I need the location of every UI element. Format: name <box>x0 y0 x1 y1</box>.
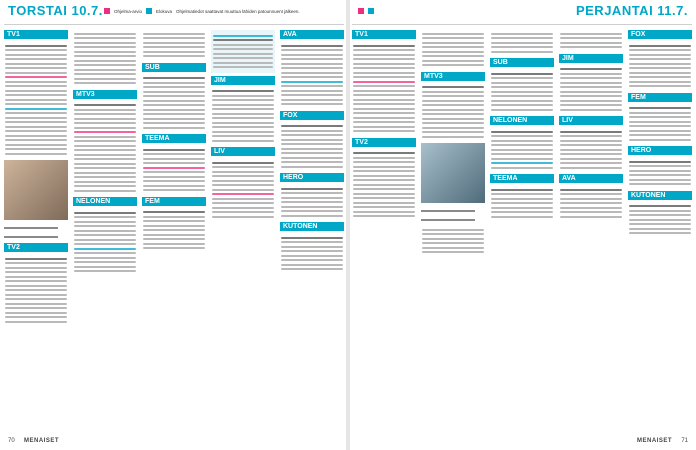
channel-header-kutonen: KUTONEN <box>280 222 344 231</box>
left-col-3 <box>142 30 206 430</box>
promo-photo <box>421 143 485 203</box>
channel-header-tv2: TV2 <box>352 138 416 147</box>
channel-header-ava: AVA <box>559 174 623 183</box>
channel-header-jim: JIM <box>211 76 275 85</box>
right-schedule-columns <box>352 30 692 430</box>
rating-legend-label: Ohjelma-arvio <box>114 8 143 14</box>
right-col-1 <box>352 30 416 430</box>
listing-teema <box>142 146 206 194</box>
listing-nelonen <box>490 128 554 171</box>
listing-tv1-cont <box>73 30 137 87</box>
channel-header-hero: HERO <box>280 173 344 182</box>
movie-legend-label: Elokuva <box>156 8 173 14</box>
rating-legend-icon <box>104 8 110 14</box>
channel-header-teema: TEEMA <box>142 134 206 143</box>
channel-header-sub: SUB <box>490 58 554 67</box>
rating-legend-icon <box>358 8 364 14</box>
left-col-1 <box>4 30 68 430</box>
listing-mtv3 <box>73 102 137 195</box>
channel-header-fox: FOX <box>280 111 344 120</box>
right-col-2 <box>421 30 485 430</box>
listing-jim <box>211 88 275 145</box>
listing-nelonen <box>73 209 137 275</box>
left-col-5 <box>280 30 344 430</box>
channel-header-nelonen: NELONEN <box>73 197 137 206</box>
channel-header-kutonen: KUTONEN <box>628 191 692 200</box>
right-legend <box>358 8 374 14</box>
channel-header-fem: FEM <box>628 93 692 102</box>
channel-header-jim: JIM <box>559 54 623 63</box>
right-col-5 <box>628 30 692 430</box>
listing-kutonen <box>280 234 344 273</box>
page-gutter <box>346 0 350 450</box>
listing-tv1 <box>4 42 68 157</box>
listing-fem <box>142 209 206 252</box>
listing-fox <box>280 123 344 171</box>
left-col-4 <box>211 30 275 430</box>
right-col-4 <box>559 30 623 430</box>
listing-ava <box>559 186 623 220</box>
channel-header-liv: LIV <box>211 147 275 156</box>
channel-header-mtv3: MTV3 <box>73 90 137 99</box>
right-day-title: PERJANTAI 11.7. <box>575 3 688 18</box>
right-page-number: 71 <box>681 438 688 444</box>
channel-header-teema: TEEMA <box>490 174 554 183</box>
movie-legend-icon <box>146 8 152 14</box>
channel-header-sub: SUB <box>142 63 206 72</box>
listing-mtv3 <box>421 84 485 141</box>
channel-header-fem: FEM <box>142 197 206 206</box>
channel-header-nelonen: NELONEN <box>490 116 554 125</box>
right-page-header <box>352 0 692 25</box>
listing-tv1 <box>352 42 416 135</box>
left-page-number: 70 <box>8 438 15 444</box>
listing-liv <box>211 159 275 220</box>
channel-header-mtv3: MTV3 <box>421 72 485 81</box>
promo-photo <box>4 160 68 220</box>
left-page <box>4 0 344 450</box>
listing-kutonen <box>628 203 692 237</box>
left-schedule-columns <box>4 30 344 430</box>
legend-description: Ohjelmatiedot saattavat muuttua lähiden patounnuent jälkeen. <box>176 8 300 14</box>
right-col-3 <box>490 30 554 430</box>
channel-header-tv2: TV2 <box>4 243 68 252</box>
channel-header-liv: LIV <box>559 116 623 125</box>
left-page-header <box>4 0 344 25</box>
channel-header-fox: FOX <box>628 30 692 39</box>
legend <box>104 8 300 14</box>
listing-liv <box>559 128 623 171</box>
listing-tv2 <box>352 150 416 220</box>
left-footer <box>4 438 344 448</box>
right-footer <box>352 438 692 448</box>
channel-header-ava: AVA <box>280 30 344 39</box>
listing-teema <box>490 186 554 220</box>
right-page <box>352 0 692 450</box>
listing-sub <box>490 70 554 113</box>
listing-ava <box>280 42 344 108</box>
channel-header-hero: HERO <box>628 146 692 155</box>
listing-hero <box>280 185 344 219</box>
listing-fox <box>628 42 692 90</box>
left-magazine-name: MENAISET <box>24 438 60 444</box>
movie-legend-icon <box>368 8 374 14</box>
listing-hero <box>628 158 692 188</box>
left-col-2 <box>73 30 137 430</box>
listing-jim <box>559 66 623 114</box>
right-magazine-name: MENAISET <box>636 438 672 444</box>
channel-header-tv1: TV1 <box>4 30 68 39</box>
listing-fem <box>628 105 692 144</box>
channel-header-tv1: TV1 <box>352 30 416 39</box>
featured-box <box>211 30 275 73</box>
left-day-title: TORSTAI 10.7. <box>8 3 103 18</box>
listing-sub <box>142 75 206 132</box>
listing-tv2 <box>4 255 68 325</box>
